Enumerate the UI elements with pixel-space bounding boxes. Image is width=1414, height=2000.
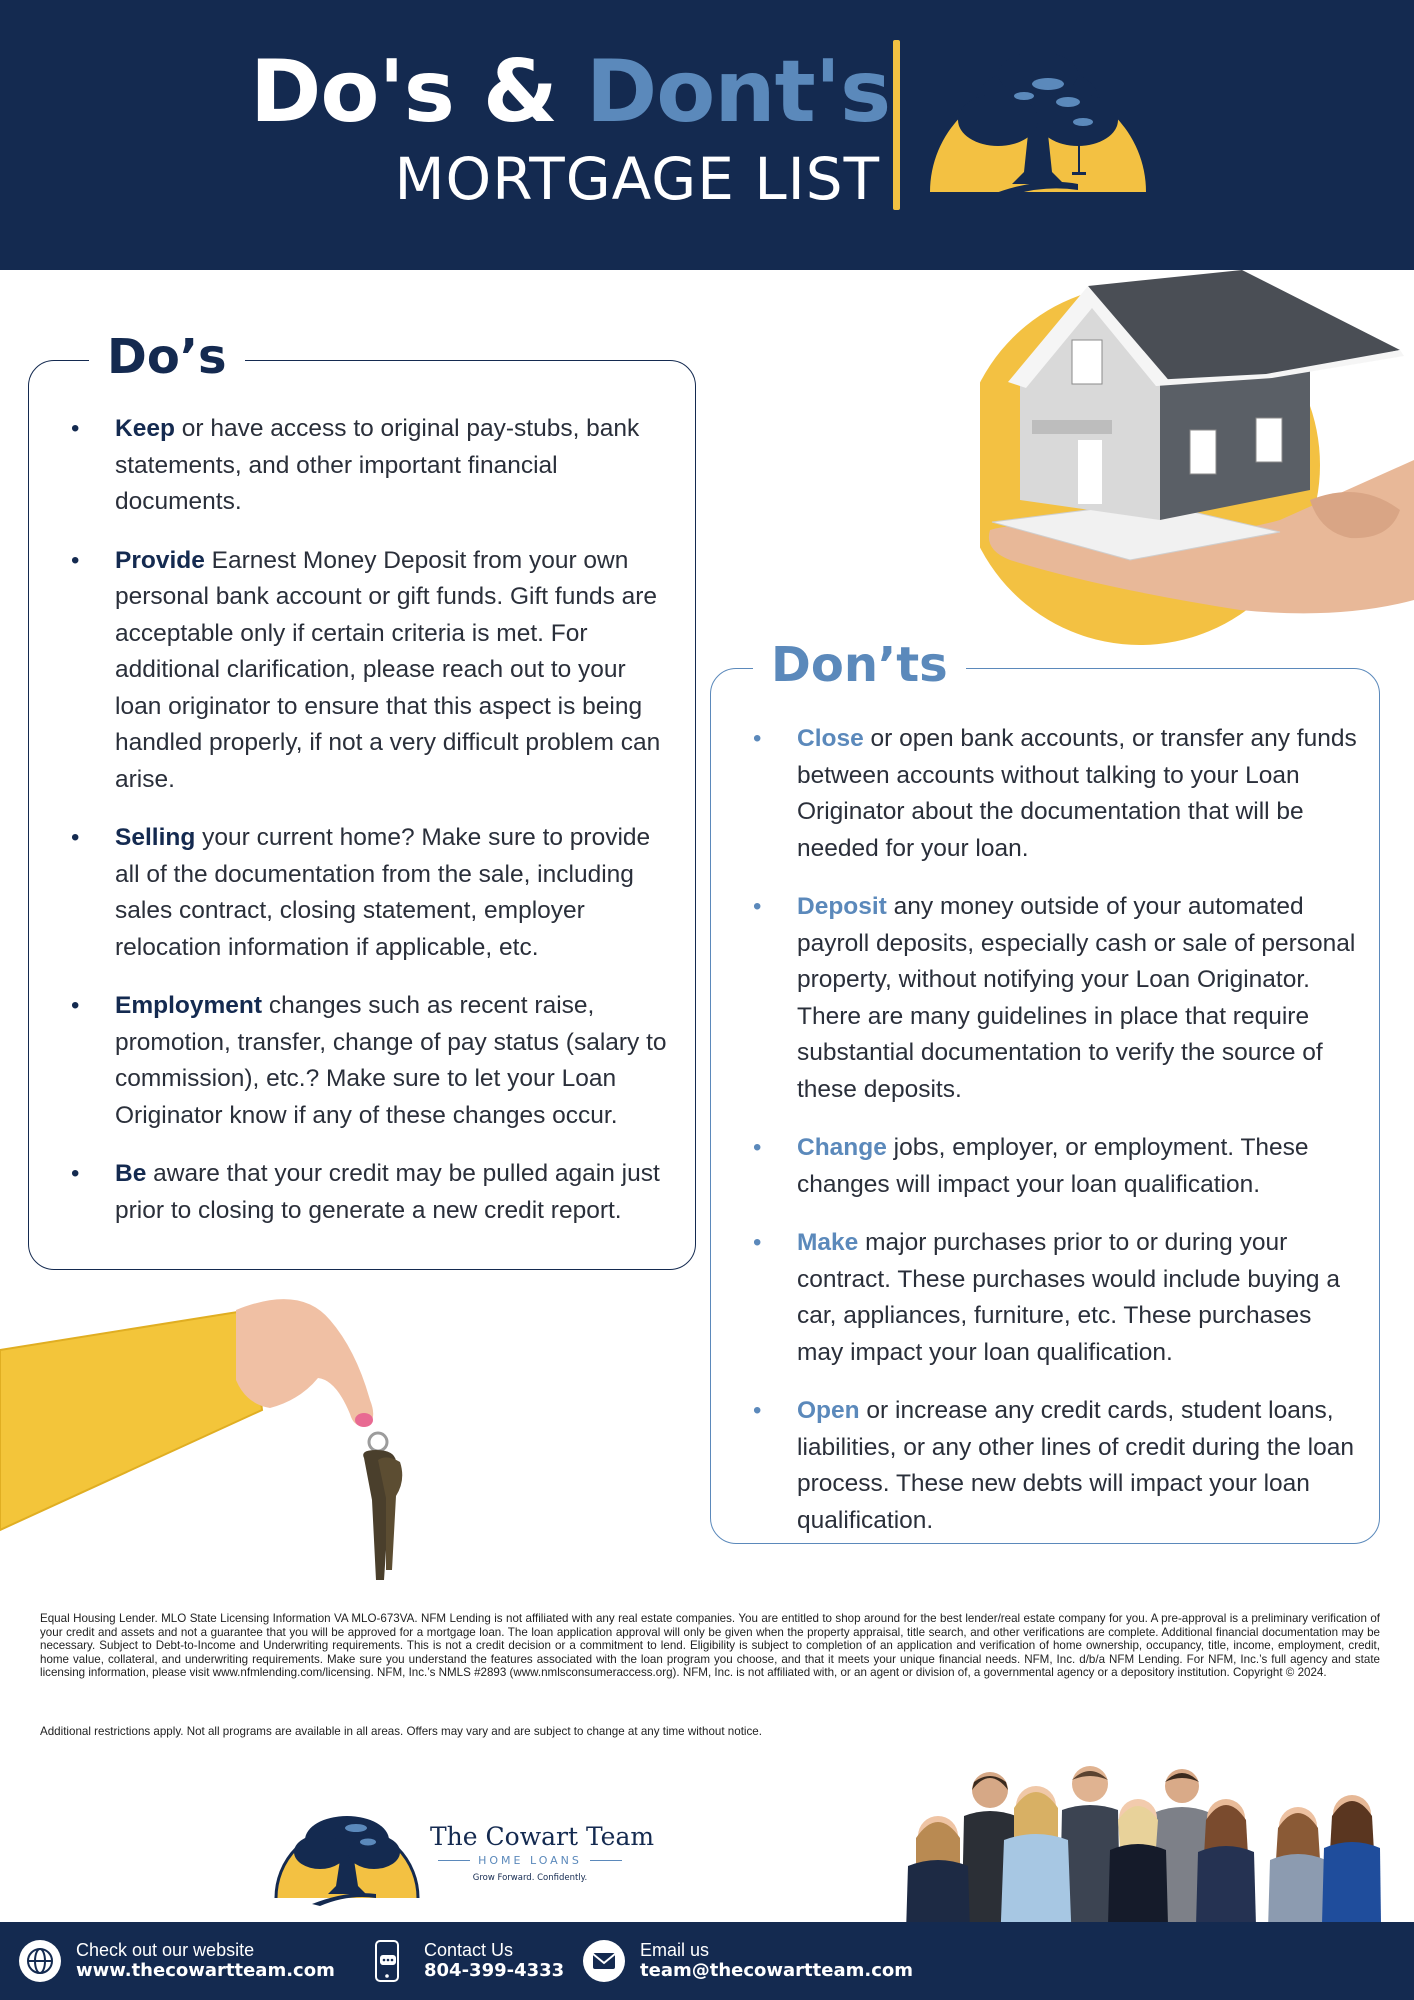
website-label: Check out our website: [76, 1940, 255, 1960]
header-divider: [893, 40, 900, 210]
contact-email[interactable]: [582, 1932, 913, 1990]
contact-bar: [0, 1922, 1414, 2000]
donts-heading: Don’ts: [753, 637, 966, 693]
list-item: [57, 543, 677, 799]
donts-section: [710, 637, 1380, 1544]
brand-divider: [590, 1860, 622, 1861]
bullet-icon: •: [71, 546, 80, 574]
contact-phone-text: [424, 1940, 564, 1982]
item-text: or open bank accounts, or transfer any funds between accounts without talking to your Loan Originator about the documentation that will be needed for your loan.: [797, 725, 1357, 862]
brand-name: The Cowart Team: [430, 1822, 655, 1851]
bullet-icon: •: [71, 824, 80, 851]
item-keyword: Employment: [115, 992, 263, 1019]
email-address[interactable]: team@thecowartteam.com: [640, 1960, 913, 1981]
contact-website[interactable]: [18, 1932, 335, 1990]
hand-holding-keys-image: [0, 1290, 420, 1590]
brand-subtitle: HOME LOANS: [478, 1854, 582, 1867]
item-keyword: Close: [797, 725, 864, 752]
item-text: aware that your credit may be pulled again just prior to closing to generate a new credit report.: [115, 1160, 660, 1224]
item-text: jobs, employer, or employment. These changes will impact your loan qualification.: [797, 1134, 1309, 1198]
brand-block: [430, 1822, 655, 1883]
item-keyword: Be: [115, 1160, 147, 1187]
list-item: [57, 1156, 677, 1229]
bullet-icon: •: [753, 893, 762, 920]
bullet-icon: •: [753, 1397, 762, 1424]
globe-icon: [18, 1939, 62, 1983]
title-main: [250, 40, 891, 144]
header-banner: [0, 0, 1414, 270]
brand-sub-row: [430, 1854, 630, 1867]
restrictions-note: Additional restrictions apply. Not all programs are available in all areas. Offers may vary and are subject to change at any time without notice.: [40, 1725, 762, 1738]
page-title: [250, 40, 891, 214]
item-text: any money outside of your automated payroll deposits, especially cash or sale of personal property, without notifying your Loan Originator. There are many guidelines in place that require substantial documentation to verify the source of these deposits.: [797, 893, 1356, 1103]
bullet-icon: •: [753, 1229, 762, 1256]
envelope-icon: [582, 1939, 626, 1983]
item-text: your current home? Make sure to provide all of the documentation from the sale, including sales contract, closing statement, employer relocation information if applicable, etc.: [115, 824, 651, 961]
brand-tree-logo-icon: [272, 1798, 422, 1908]
item-keyword: Provide: [115, 546, 205, 574]
item-text: or have access to original pay-stubs, bank statements, and other important financial documents.: [115, 415, 640, 515]
title-dos: Do's &: [250, 42, 557, 142]
brand-divider: [438, 1860, 470, 1861]
title-donts: Dont's: [585, 42, 891, 142]
item-keyword: Keep: [115, 415, 175, 442]
house-in-hand-image: [980, 270, 1414, 690]
bullet-icon: •: [71, 415, 80, 442]
brand-tagline: Grow Forward. Confidently.: [472, 1873, 588, 1883]
bullet-icon: •: [71, 992, 80, 1019]
item-keyword: Selling: [115, 824, 196, 851]
list-item: [739, 1130, 1359, 1203]
item-text: changes such as recent raise, promotion, transfer, change of pay status (salary to commission), etc.? Make sure to let your Loan Originator know if any of these changes occur.: [115, 992, 667, 1129]
item-keyword: Make: [797, 1229, 859, 1256]
list-item: [57, 411, 677, 521]
list-item: [57, 988, 677, 1134]
list-item: [739, 889, 1359, 1108]
dos-heading: Do’s: [89, 329, 245, 385]
list-item: [57, 820, 677, 966]
item-keyword: Change: [797, 1134, 887, 1161]
list-item: [739, 1393, 1359, 1539]
website-link[interactable]: www.thecowartteam.com: [76, 1960, 335, 1981]
phone-label: Contact Us: [424, 1940, 514, 1960]
contact-website-text: [76, 1940, 335, 1982]
legal-disclaimer: Equal Housing Lender. MLO State Licensing Information VA MLO-673VA. NFM Lending is not affiliated with any real estate companies. You are entitled to shop around for the best lender/real estate company for you. A pre-approval is a preliminary verification of your credit and assets and not a guarantee that you will be approved for a mortgage loan. The loan application approval will only be given when the property appraisal, title search, and other verifications are complete. Additional financial documentation may be necessary. Subject to Debt-to-Income and Underwriting requirements. This is not a credit decision or a commitment to lend. Eligibility is subject to completion of an application and verification of home ownership, occupancy, title, income, employment, credit, home value, collateral, and underwriting requirements. Make sure you understand the features associated with the loan program you choose, and that it meets your unique financial needs. NFM, Inc. d/b/a NFM Lending. For NFM, Inc.’s full agency and state licensing information, please visit www.nfmlending.com/licensing. NFM, Inc.’s NMLS #2893 (www.nmlsconsumeraccess.org). NFM, Inc. is not affiliated with, or an agent or division of, a governmental agency or a depository institution. Copyright © 2024.: [40, 1612, 1380, 1680]
item-text: or increase any credit cards, student loans, liabilities, or any other lines of credit during the loan process. These new debts will impact your loan qualification.: [797, 1397, 1355, 1534]
item-text: major purchases prior to or during your contract. These purchases would include buying a car, appliances, furniture, etc. These purchases may impact your loan qualification.: [797, 1229, 1340, 1366]
donts-list: [739, 721, 1359, 1561]
phone-number[interactable]: 804-399-4333: [424, 1960, 565, 1981]
phone-icon: [366, 1939, 410, 1983]
title-subtitle: MORTGAGE LIST: [394, 145, 880, 213]
item-text: Earnest Money Deposit from your own personal bank account or gift funds. Gift funds are acceptable only if certain criteria is met. For additional clarification, please reach out to your loan originator to ensure that this aspect is being handled properly, if not a very difficult problem can arise.: [115, 546, 661, 793]
bullet-icon: •: [71, 1160, 80, 1187]
list-item: [739, 1225, 1359, 1371]
item-keyword: Open: [797, 1397, 860, 1424]
list-item: [739, 721, 1359, 867]
bullet-icon: •: [753, 1134, 762, 1161]
bullet-icon: •: [753, 725, 762, 752]
email-label: Email us: [640, 1940, 710, 1960]
contact-email-text: [640, 1940, 913, 1982]
tree-sun-logo-icon: [928, 44, 1148, 204]
dos-list: [57, 411, 677, 1251]
dos-section: [28, 329, 696, 1270]
contact-phone[interactable]: [366, 1932, 564, 1990]
item-keyword: Deposit: [797, 893, 887, 920]
